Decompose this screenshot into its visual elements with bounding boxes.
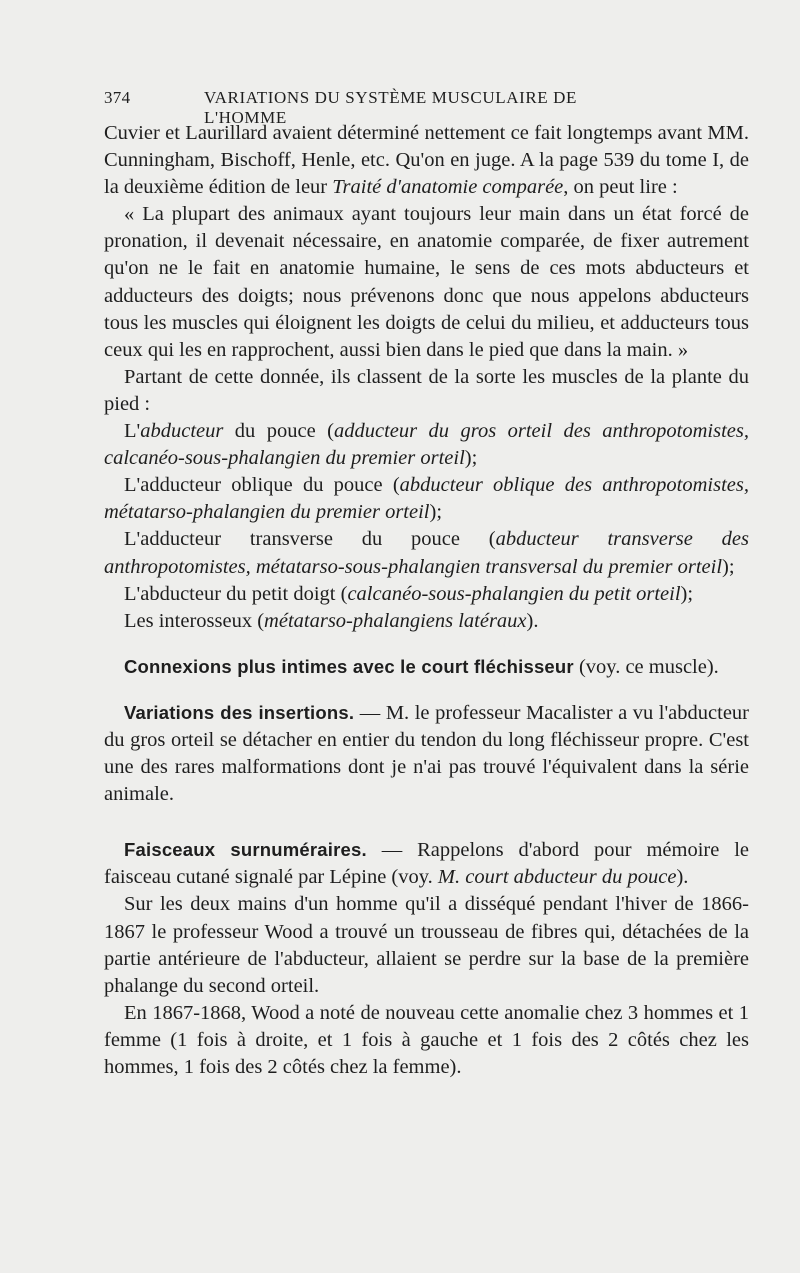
- list-item: L'adducteur transverse du pouce (abducteur transverse des anthropotomistes, métatarso-sous-phalangien transversal du premier orteil);: [104, 528, 749, 578]
- paragraph-quote: « La plupart des animaux ayant toujours leur main dans un état forcé de pronation, il devenait nécessaire, en anatomie comparée, de fixer autrement qu'on ne le fait en anatomie humaine, le sens de ces mots abducteurs et adducteurs des doigts; nous prévenons donc que nous appelons abducteurs tous les muscles qui éloignent les doigts de celui du milieu, et adducteurs tous ceux qui les en rapprochent, aussi bien dans le pied que dans la main. »: [104, 203, 749, 361]
- paragraph-intro: Cuvier et Laurillard avaient déterminé nettement ce fait longtemps avant MM. Cunningham, Bischoff, Henle, etc. Qu'on en juge. A la page 539 du tome I, de la deuxième édition de leur Traité d'anatomie comparée, on peut lire :: [104, 122, 749, 199]
- list-item: Les interosseux (métatarso-phalangiens latéraux).: [124, 609, 539, 632]
- section-faisceaux: Faisceaux surnuméraires. — Rappelons d'abord pour mémoire le faisceau cutané signalé par Lépine (voy. M. court abducteur du pouce).: [104, 839, 749, 889]
- list-item: L'abducteur du pouce (adducteur du gros orteil des anthropotomistes, calcanéo-sous-phalangien du premier orteil);: [104, 420, 749, 470]
- section-variations: Variations des insertions. — M. le professeur Macalister a vu l'abducteur du gros orteil se détacher en entier du tendon du long fléchisseur propre. C'est une des rares malformations dont je n'ai pas trouvé l'équivalent dans la série animale.: [104, 701, 749, 806]
- page-number: 374: [104, 88, 131, 107]
- section-heading: Faisceaux surnuméraires.: [124, 839, 367, 861]
- list-item: L'adducteur oblique du pouce (abducteur oblique des anthropotomistes, métatarso-phalangien du premier orteil);: [104, 474, 749, 524]
- section-heading: Connexions plus intimes avec le court fléchisseur: [124, 655, 574, 677]
- paragraph-classification: Partant de cette donnée, ils classent de la sorte les muscles de la plante du pied :: [104, 365, 749, 415]
- paragraph-wood-1866: Sur les deux mains d'un homme qu'il a disséqué pendant l'hiver de 1866-1867 le professeur Wood a trouvé un trousseau de fibres qui, détachées de la partie antérieure de l'abducteur, allaient se perdre sur la base de la première phalange du second orteil.: [104, 893, 749, 997]
- list-item: L'abducteur du petit doigt (calcanéo-sous-phalangien du petit orteil);: [124, 582, 694, 605]
- running-title: VARIATIONS DU SYSTÈME MUSCULAIRE DE L'HOMME: [204, 88, 577, 127]
- body-text: [104, 120, 749, 1081]
- section-connexions: Connexions plus intimes avec le court fléchisseur (voy. ce muscle).: [124, 655, 719, 678]
- section-heading: Variations des insertions.: [124, 701, 355, 723]
- paragraph-wood-1867: En 1867-1868, Wood a noté de nouveau cette anomalie chez 3 hommes et 1 femme (1 fois à droite, et 1 fois à gauche et 1 fois des 2 côtés chez les hommes, 1 fois des 2 côtés chez la femme).: [104, 1001, 749, 1078]
